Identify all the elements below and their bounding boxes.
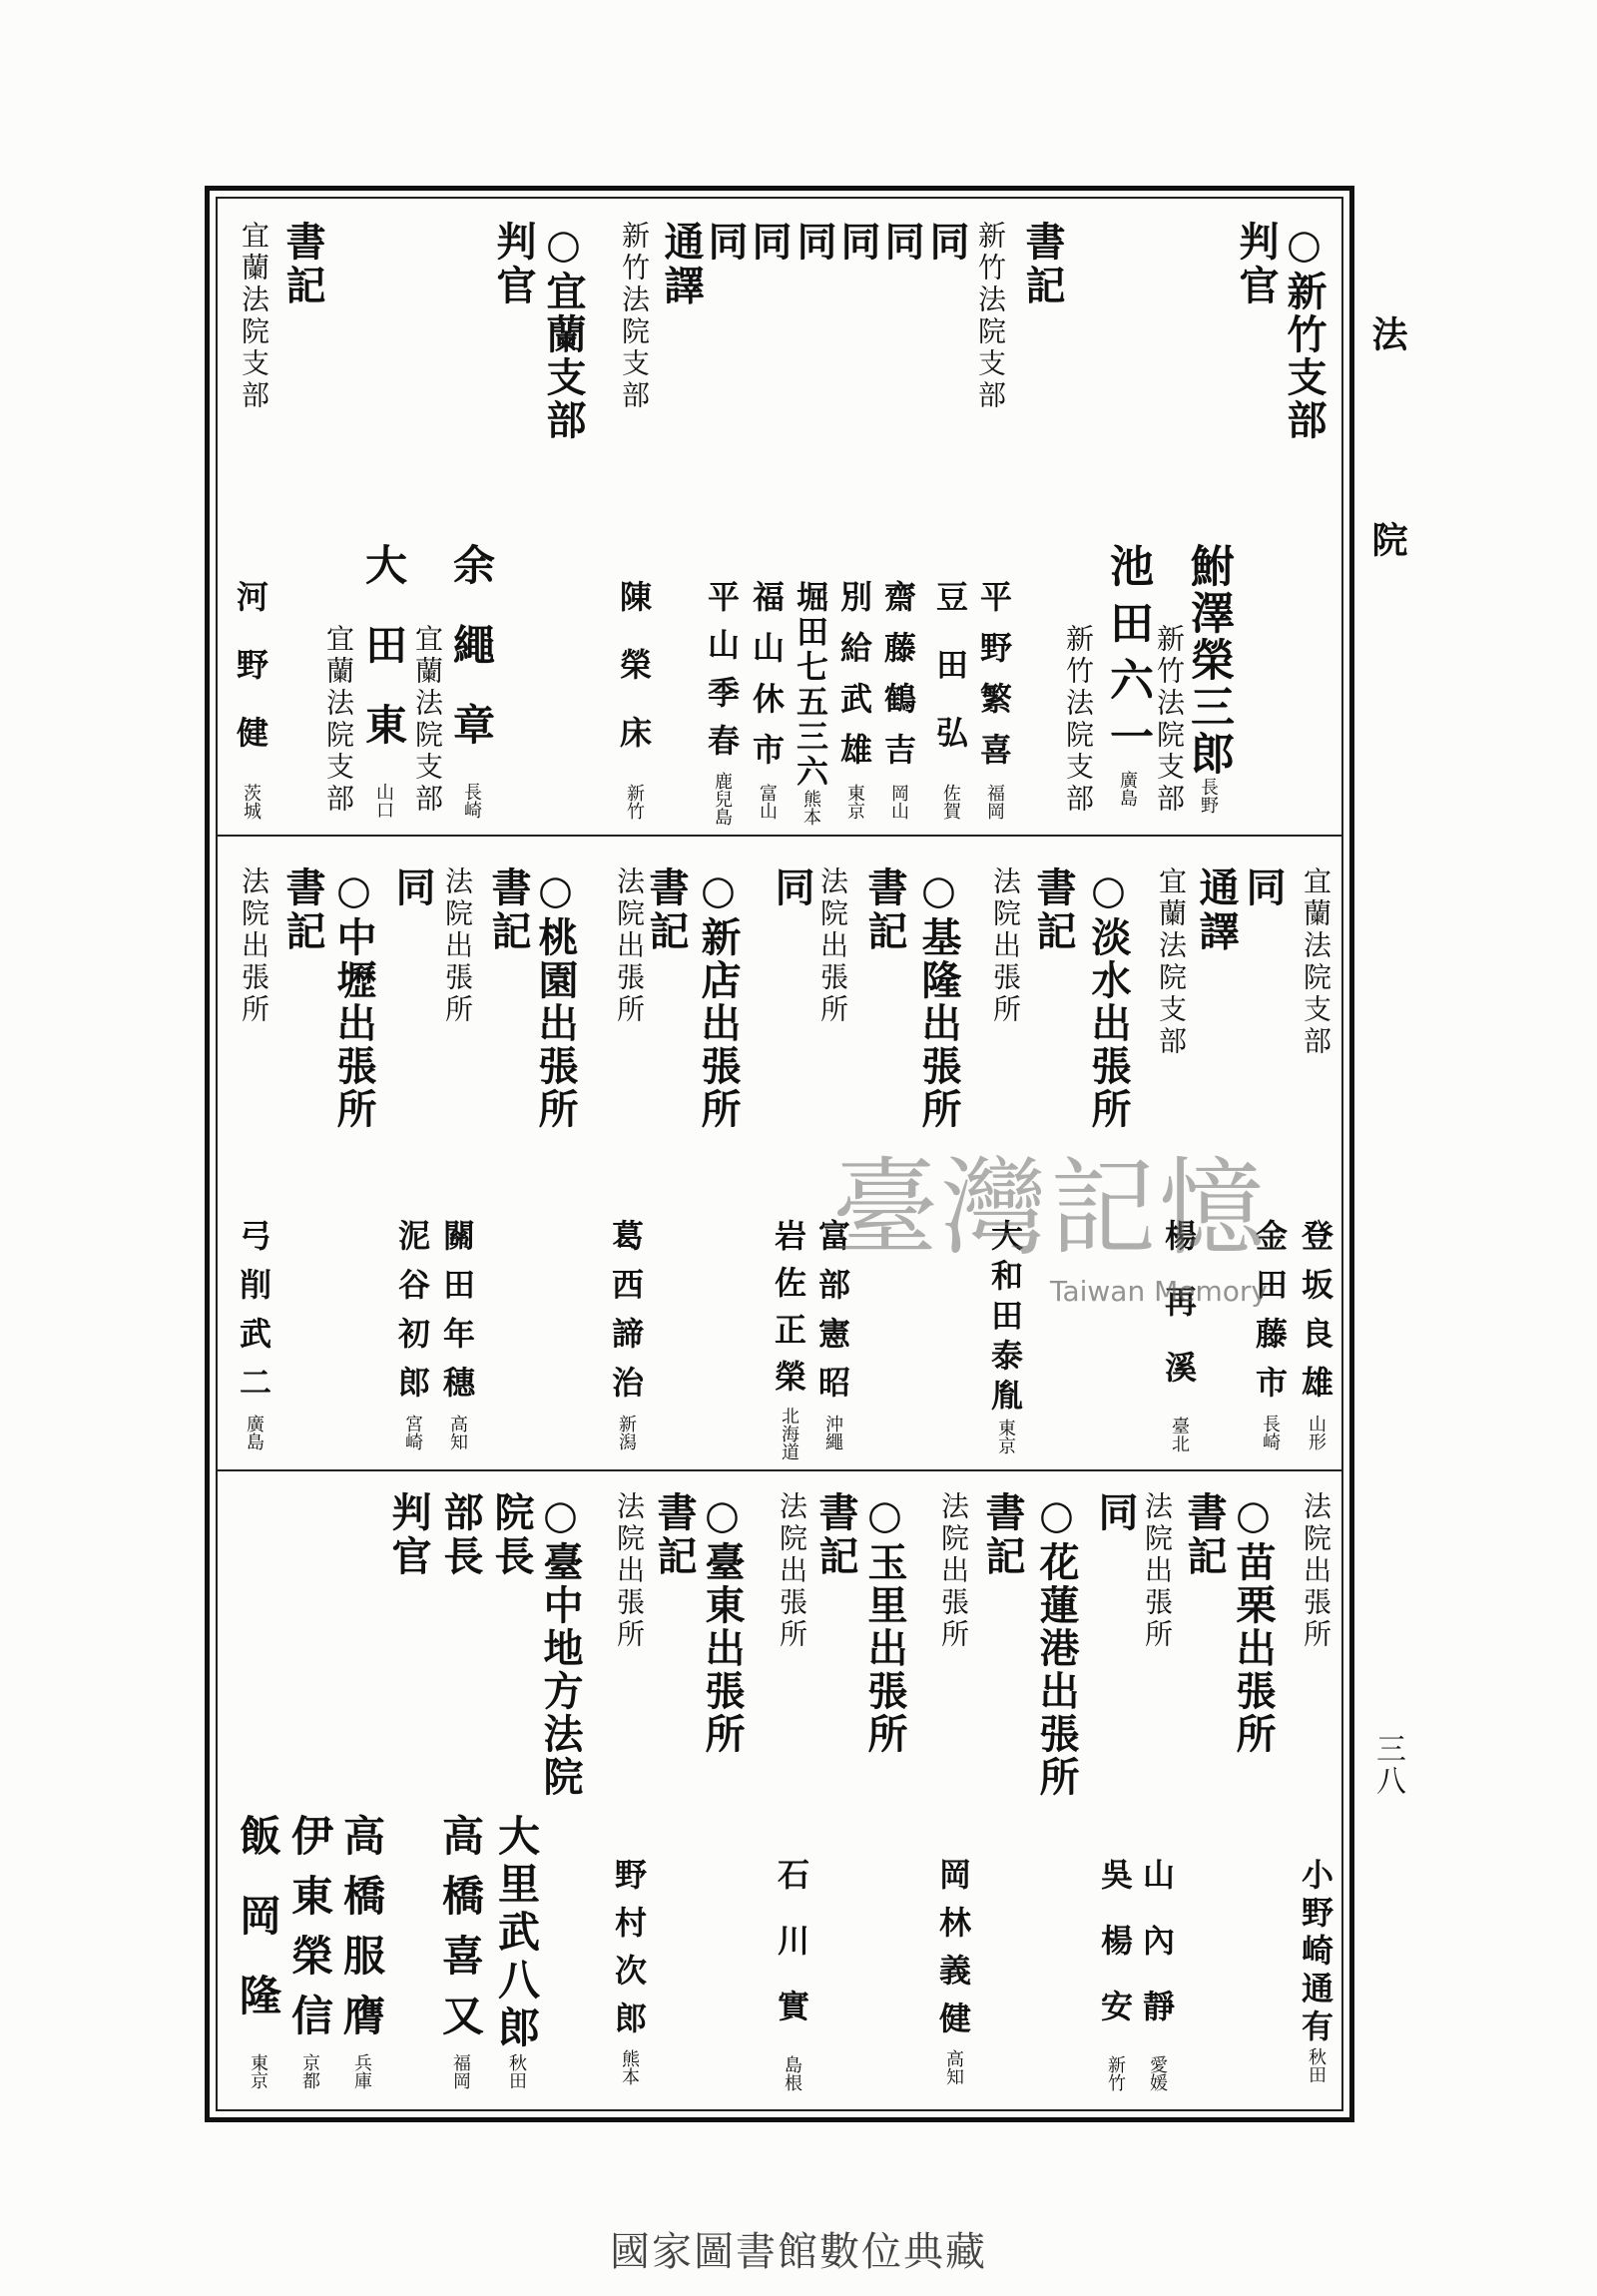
person-name: 陳榮床 [615,580,653,784]
office-heading: ○淡水出張所 [1085,866,1132,1131]
ditto-label: 同 [769,866,815,910]
origin-prefecture: 福岡 [984,784,1005,820]
archive-credit: 國家圖書館數位典藏 [610,2229,987,2275]
office-label: 法院出張所 [441,866,474,1026]
origin-prefecture: 岡山 [888,784,909,820]
office-label: 法院出張所 [937,1491,970,1651]
name-office-label: 宜蘭法院支部 [411,624,444,816]
origin-prefecture: 熊本 [800,790,821,826]
ditto-label: 同 [834,221,881,265]
origin-prefecture: 長崎 [461,783,482,819]
person-name: 伊東榮信 [285,1814,334,2053]
origin-prefecture: 高知 [447,1415,468,1450]
person-name: 弓削武二 [235,1219,272,1415]
person-name: 平山季春 [703,580,741,772]
role-label: 書記 [1181,1491,1228,1579]
person-entry [285,1814,334,2089]
person-name: 飯岡隆 [234,1814,282,2053]
office-label: 新竹法院支部 [974,221,1007,412]
role-label: 判官 [1233,221,1280,308]
origin-prefecture: 長野 [1198,778,1219,814]
person-name: 福山休市 [748,580,786,784]
office-heading: ○宜蘭支部 [540,221,587,442]
person-entry [879,580,917,820]
origin-prefecture: 東京 [248,2053,268,2089]
office-heading: ○玉里出張所 [861,1491,908,1756]
person-name: 富部憲昭 [813,1219,851,1415]
person-entry [931,580,969,820]
office-label: 法院出張所 [238,866,270,1026]
person-entry [607,1219,645,1450]
person-name: 池田六一 [1102,543,1153,771]
person-name: 楊再溪 [1160,1219,1198,1417]
office-heading: ○苗栗出張所 [1230,1491,1277,1756]
person-name: 高橋服膺 [337,1814,386,2053]
origin-prefecture: 高知 [943,2049,964,2085]
person-entry [1183,543,1234,814]
person-name: 岩佐正榮 [770,1219,807,1407]
origin-prefecture: 京都 [299,2053,320,2089]
origin-prefecture: 兵庫 [351,2053,372,2089]
person-entry [703,580,741,826]
person-entry [438,1219,476,1450]
person-entry [770,1219,807,1460]
origin-prefecture: 秋田 [506,2053,527,2089]
margin-title-lower: 院 [1366,521,1408,557]
person-entry [337,1814,386,2089]
origin-prefecture: 北海道 [779,1407,799,1460]
office-label: 法院出張所 [989,866,1022,1026]
person-entry [232,580,269,820]
office-label: 新竹法院支部 [618,221,651,412]
watermark-subtitle: Taiwan Memory [1050,1275,1268,1308]
role-label: 判官 [490,221,537,308]
office-label: 法院出張所 [816,866,849,1026]
origin-prefecture: 廣島 [244,1415,265,1450]
page-number: 三八 [1370,1733,1405,1797]
origin-prefecture: 東京 [995,1419,1016,1454]
role-label: 院長 [488,1491,535,1579]
origin-prefecture: 宮崎 [402,1415,423,1450]
origin-prefecture: 新潟 [616,1415,637,1450]
person-entry [393,1219,431,1450]
role-label: 書記 [1030,866,1077,954]
office-label: 法院出張所 [1141,1491,1174,1651]
office-label: 宜蘭法院支部 [1155,866,1188,1058]
name-office-label: 新竹法院支部 [1062,624,1095,816]
person-entry [835,580,873,820]
role-label: 部長 [437,1491,484,1579]
office-label: 法院出張所 [1300,1491,1332,1651]
person-entry [773,1858,810,2091]
tier-divider-2 [216,1469,1343,1471]
origin-prefecture: 山口 [373,783,394,819]
name-office-label: 新竹法院支部 [1153,624,1186,816]
origin-prefecture: 新竹 [624,784,645,820]
role-label: 通譯 [1193,866,1240,954]
origin-prefecture: 茨城 [241,784,262,820]
role-label: 書記 [279,866,326,954]
person-name: 大和田泰胤 [986,1219,1024,1419]
person-name: 堀田七五三六 [792,580,829,790]
origin-prefecture: 秋田 [1306,2047,1327,2083]
person-entry [615,580,653,820]
person-name: 大里武八郎 [492,1814,541,2053]
person-entry [1096,1858,1134,2091]
origin-prefecture: 鹿兒島 [712,772,733,826]
role-label: 書記 [651,1491,698,1579]
person-name: 豆田弘 [931,580,969,784]
person-entry [234,1814,282,2089]
role-label: 書記 [643,866,690,954]
person-name: 石川實 [773,1858,810,2055]
person-entry [492,1814,541,2089]
office-heading: ○中壢出張所 [330,866,377,1131]
role-label: 書記 [812,1491,859,1579]
person-name: 大田東 [359,543,408,783]
role-label: 書記 [1019,221,1066,308]
ditto-label: 同 [791,221,837,265]
person-name: 野村次郎 [610,1858,648,2049]
person-name: 關田年穗 [438,1219,476,1415]
margin-title-upper: 法 [1366,315,1408,351]
person-name: 山內靜 [1138,1858,1176,2055]
person-name: 齋藤鶴吉 [879,580,917,784]
origin-prefecture: 富山 [757,784,778,820]
person-name: 吳楊安 [1096,1858,1134,2055]
origin-prefecture: 長崎 [1260,1415,1281,1450]
person-name: 葛西諦治 [607,1219,645,1415]
person-entry [1102,543,1153,807]
office-heading: ○桃園出張所 [532,866,579,1131]
office-heading: ○新店出張所 [695,866,742,1131]
person-entry [436,1814,485,2089]
person-name: 登坂良雄 [1297,1219,1334,1415]
office-label: 法院出張所 [613,866,646,1026]
origin-prefecture: 福岡 [450,2053,471,2089]
person-name: 小野崎通有 [1297,1858,1334,2047]
person-entry [975,580,1013,820]
person-entry [610,1858,648,2085]
office-label: 宜蘭法院支部 [1300,866,1332,1058]
origin-prefecture: 愛媛 [1147,2055,1168,2091]
origin-prefecture: 佐賀 [940,784,961,820]
person-entry [934,1858,972,2085]
origin-prefecture: 山形 [1306,1415,1327,1450]
role-label: 書記 [979,1491,1026,1579]
tier-divider-1 [216,835,1343,837]
role-label: 書記 [279,221,326,308]
person-entry [792,580,829,826]
origin-prefecture: 沖繩 [822,1415,843,1450]
office-heading: ○新竹支部 [1281,221,1328,442]
person-name: 平野繁喜 [975,580,1013,784]
person-name: 岡林義健 [934,1858,972,2049]
person-name: 泥谷初郎 [393,1219,431,1415]
role-label: 書記 [861,866,908,954]
origin-prefecture: 廣島 [1117,771,1138,807]
ditto-label: 同 [1092,1491,1139,1535]
role-label: 書記 [485,866,532,954]
ditto-label: 同 [702,221,749,265]
person-name: 金田藤市 [1251,1219,1289,1415]
person-entry [1297,1219,1334,1450]
role-label: 判官 [385,1491,432,1579]
ditto-label: 同 [746,221,793,265]
origin-prefecture: 島根 [782,2055,802,2091]
person-name: 余繩章 [447,543,496,783]
office-label: 宜蘭法院支部 [238,221,270,412]
person-entry [1297,1858,1334,2083]
office-label: 法院出張所 [613,1491,646,1651]
origin-prefecture: 臺北 [1169,1417,1190,1452]
origin-prefecture: 新竹 [1105,2055,1126,2091]
person-entry [748,580,786,820]
person-name: 鮒澤榮三郎 [1183,543,1234,778]
watermark-logo: 臺灣記憶 [832,1147,1268,1270]
person-entry [1138,1858,1176,2091]
office-label: 法院出張所 [776,1491,808,1651]
ditto-label: 同 [389,866,436,910]
person-entry [447,543,496,819]
person-name: 高橋喜又 [436,1814,485,2053]
office-heading: ○臺中地方法院 [537,1491,584,1799]
person-name: 河野健 [232,580,269,784]
ditto-label: 同 [923,221,970,265]
origin-prefecture: 東京 [844,784,865,820]
name-office-label: 宜蘭法院支部 [322,624,355,816]
ditto-label: 同 [878,221,925,265]
ditto-label: 同 [1240,866,1287,910]
office-heading: ○臺東出張所 [699,1491,746,1756]
office-heading: ○花蓮港出張所 [1033,1491,1080,1799]
role-label: 通譯 [658,221,705,308]
person-name: 別給武雄 [835,580,873,784]
origin-prefecture: 熊本 [619,2049,640,2085]
office-heading: ○基隆出張所 [915,866,962,1131]
person-entry [359,543,408,819]
person-entry [235,1219,272,1450]
